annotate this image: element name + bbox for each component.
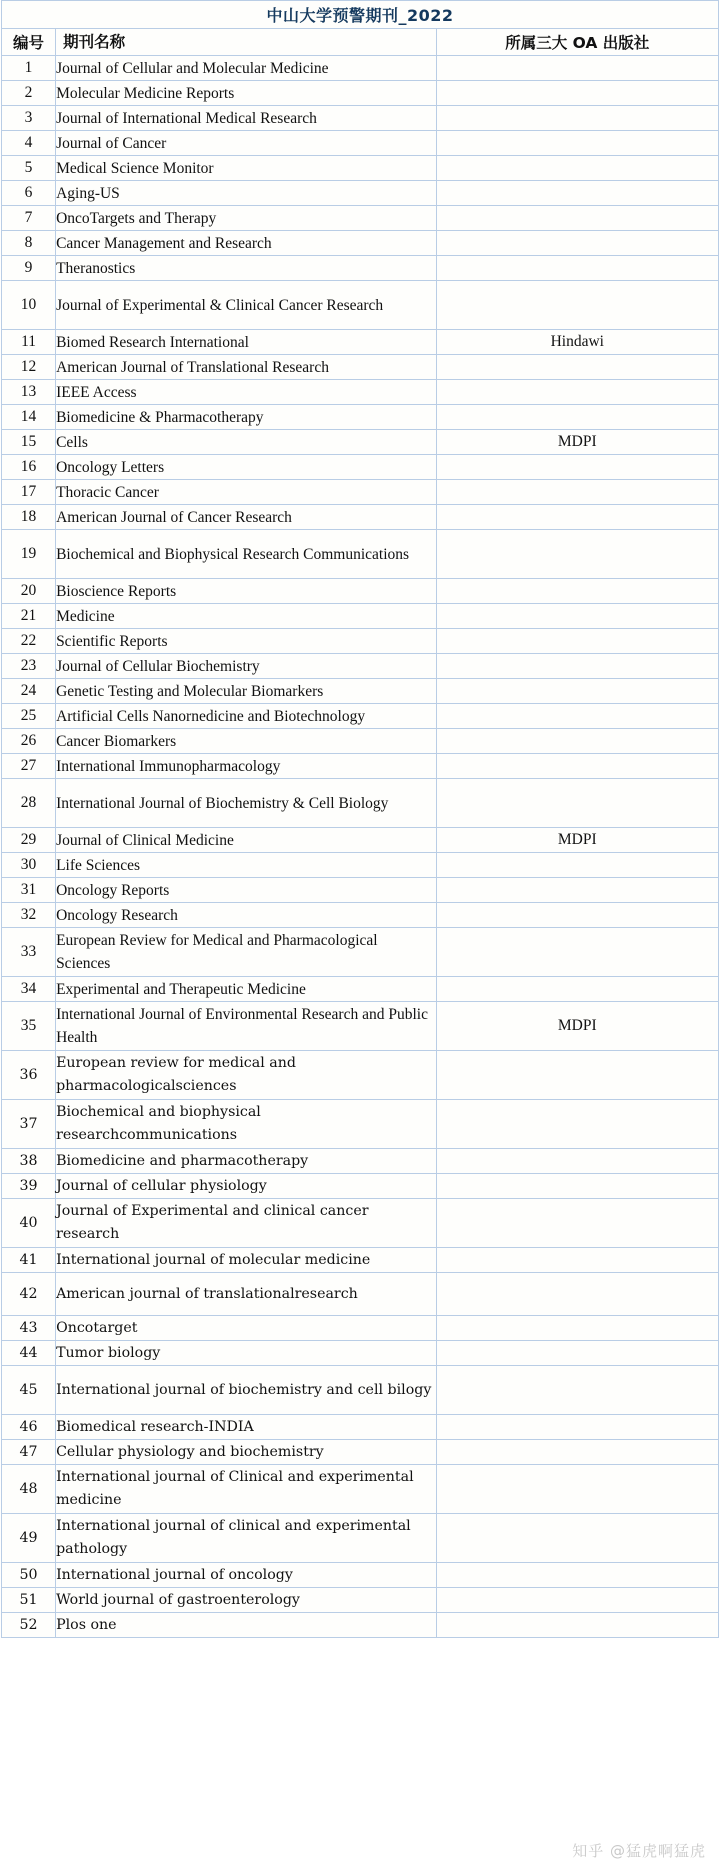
cell-journal-name: European review for medical and pharmacologicalsciences <box>56 1051 437 1100</box>
cell-oa-publisher <box>436 604 718 629</box>
warning-journal-table <box>1 0 719 1638</box>
column-header-name: 期刊名称 <box>56 29 437 56</box>
table-row <box>2 704 719 729</box>
cell-journal-name: IEEE Access <box>56 380 437 405</box>
cell-row-number: 1 <box>2 56 56 81</box>
cell-row-number: 29 <box>2 828 56 853</box>
cell-oa-publisher <box>436 380 718 405</box>
cell-oa-publisher <box>436 1051 718 1100</box>
table-title-row <box>2 1 719 29</box>
cell-row-number: 28 <box>2 779 56 828</box>
cell-oa-publisher <box>436 1199 718 1248</box>
cell-row-number: 44 <box>2 1341 56 1366</box>
cell-row-number: 50 <box>2 1563 56 1588</box>
cell-oa-publisher <box>436 977 718 1002</box>
page-title: 中山大学预警期刊_2022 <box>2 1 719 29</box>
cell-row-number: 42 <box>2 1273 56 1316</box>
cell-journal-name: Artificial Cells Nanornedicine and Biotechnology <box>56 704 437 729</box>
cell-oa-publisher <box>436 1465 718 1514</box>
cell-row-number: 35 <box>2 1002 56 1051</box>
cell-row-number: 17 <box>2 480 56 505</box>
cell-row-number: 52 <box>2 1613 56 1638</box>
table-row <box>2 654 719 679</box>
cell-journal-name: Medicine <box>56 604 437 629</box>
cell-journal-name: Biomedicine & Pharmacotherapy <box>56 405 437 430</box>
cell-oa-publisher <box>436 704 718 729</box>
cell-row-number: 11 <box>2 330 56 355</box>
cell-journal-name: Journal of Experimental & Clinical Cancer Research <box>56 281 437 330</box>
cell-oa-publisher <box>436 878 718 903</box>
table-row <box>2 1199 719 1248</box>
table-row <box>2 256 719 281</box>
table-row <box>2 928 719 977</box>
cell-row-number: 36 <box>2 1051 56 1100</box>
cell-row-number: 21 <box>2 604 56 629</box>
table-row <box>2 455 719 480</box>
table-row <box>2 828 719 853</box>
cell-oa-publisher <box>436 1316 718 1341</box>
cell-row-number: 51 <box>2 1588 56 1613</box>
cell-row-number: 13 <box>2 380 56 405</box>
table-row <box>2 131 719 156</box>
table-row <box>2 106 719 131</box>
cell-row-number: 10 <box>2 281 56 330</box>
table-row <box>2 977 719 1002</box>
cell-oa-publisher <box>436 654 718 679</box>
cell-oa-publisher <box>436 530 718 579</box>
cell-row-number: 4 <box>2 131 56 156</box>
cell-oa-publisher <box>436 579 718 604</box>
table-row <box>2 1100 719 1149</box>
cell-row-number: 7 <box>2 206 56 231</box>
cell-journal-name: Journal of Experimental and clinical cancer research <box>56 1199 437 1248</box>
cell-row-number: 48 <box>2 1465 56 1514</box>
cell-oa-publisher <box>436 505 718 530</box>
cell-row-number: 46 <box>2 1415 56 1440</box>
cell-oa-publisher <box>436 281 718 330</box>
cell-row-number: 32 <box>2 903 56 928</box>
cell-row-number: 30 <box>2 853 56 878</box>
cell-row-number: 22 <box>2 629 56 654</box>
cell-journal-name: International journal of oncology <box>56 1563 437 1588</box>
cell-row-number: 39 <box>2 1174 56 1199</box>
cell-row-number: 19 <box>2 530 56 579</box>
cell-journal-name: Journal of Cancer <box>56 131 437 156</box>
table-header-row <box>2 29 719 56</box>
table-row <box>2 579 719 604</box>
cell-oa-publisher <box>436 1174 718 1199</box>
cell-row-number: 34 <box>2 977 56 1002</box>
cell-journal-name: Journal of cellular physiology <box>56 1174 437 1199</box>
cell-oa-publisher <box>436 1273 718 1316</box>
table-row <box>2 231 719 256</box>
cell-oa-publisher <box>436 928 718 977</box>
table-row <box>2 604 719 629</box>
cell-oa-publisher <box>436 729 718 754</box>
cell-row-number: 31 <box>2 878 56 903</box>
cell-row-number: 26 <box>2 729 56 754</box>
cell-journal-name: International journal of molecular medicine <box>56 1248 437 1273</box>
table-row <box>2 281 719 330</box>
cell-row-number: 27 <box>2 754 56 779</box>
table-row <box>2 1465 719 1514</box>
cell-journal-name: American Journal of Cancer Research <box>56 505 437 530</box>
table-row <box>2 480 719 505</box>
cell-oa-publisher <box>436 1415 718 1440</box>
table-row <box>2 729 719 754</box>
cell-journal-name: Biomedicine and pharmacotherapy <box>56 1149 437 1174</box>
cell-journal-name: European Review for Medical and Pharmacological Sciences <box>56 928 437 977</box>
table-row <box>2 754 719 779</box>
table-body <box>2 1 719 1638</box>
cell-journal-name: Journal of Cellular and Molecular Medicine <box>56 56 437 81</box>
cell-journal-name: Plos one <box>56 1613 437 1638</box>
cell-oa-publisher: MDPI <box>436 1002 718 1051</box>
cell-oa-publisher <box>436 1341 718 1366</box>
cell-journal-name: Journal of International Medical Research <box>56 106 437 131</box>
cell-journal-name: American journal of translationalresearch <box>56 1273 437 1316</box>
table-row <box>2 355 719 380</box>
table-row <box>2 206 719 231</box>
cell-journal-name: International journal of clinical and experimental pathology <box>56 1514 437 1563</box>
cell-oa-publisher <box>436 131 718 156</box>
cell-journal-name: Medical Science Monitor <box>56 156 437 181</box>
cell-oa-publisher <box>436 206 718 231</box>
cell-journal-name: International journal of Clinical and experimental medicine <box>56 1465 437 1514</box>
table-row <box>2 181 719 206</box>
column-header-no: 编号 <box>2 29 56 56</box>
cell-row-number: 23 <box>2 654 56 679</box>
cell-row-number: 25 <box>2 704 56 729</box>
cell-row-number: 16 <box>2 455 56 480</box>
cell-row-number: 41 <box>2 1248 56 1273</box>
cell-oa-publisher <box>436 754 718 779</box>
cell-oa-publisher <box>436 629 718 654</box>
cell-oa-publisher <box>436 231 718 256</box>
cell-journal-name: Thoracic Cancer <box>56 480 437 505</box>
cell-row-number: 20 <box>2 579 56 604</box>
cell-row-number: 43 <box>2 1316 56 1341</box>
cell-journal-name: Bioscience Reports <box>56 579 437 604</box>
cell-oa-publisher <box>436 779 718 828</box>
cell-journal-name: Biochemical and biophysical researchcommunications <box>56 1100 437 1149</box>
cell-journal-name: Biomedical research-INDIA <box>56 1415 437 1440</box>
column-header-publisher: 所属三大 OA 出版社 <box>436 29 718 56</box>
cell-journal-name: Scientific Reports <box>56 629 437 654</box>
cell-journal-name: International Immunopharmacology <box>56 754 437 779</box>
cell-row-number: 12 <box>2 355 56 380</box>
table-row <box>2 1366 719 1415</box>
cell-journal-name: Experimental and Therapeutic Medicine <box>56 977 437 1002</box>
cell-journal-name: Genetic Testing and Molecular Biomarkers <box>56 679 437 704</box>
cell-oa-publisher <box>436 81 718 106</box>
table-row <box>2 1174 719 1199</box>
cell-oa-publisher <box>436 405 718 430</box>
cell-oa-publisher: MDPI <box>436 828 718 853</box>
table-row <box>2 56 719 81</box>
cell-row-number: 3 <box>2 106 56 131</box>
cell-journal-name: International journal of biochemistry and cell bilogy <box>56 1366 437 1415</box>
cell-journal-name: Biomed Research International <box>56 330 437 355</box>
table-row <box>2 1273 719 1316</box>
cell-row-number: 37 <box>2 1100 56 1149</box>
table-row <box>2 1514 719 1563</box>
table-row <box>2 1051 719 1100</box>
cell-oa-publisher: MDPI <box>436 430 718 455</box>
table-row <box>2 1248 719 1273</box>
table-row <box>2 1316 719 1341</box>
cell-oa-publisher <box>436 679 718 704</box>
cell-journal-name: International Journal of Biochemistry & Cell Biology <box>56 779 437 828</box>
table-row <box>2 1613 719 1638</box>
table-row <box>2 779 719 828</box>
cell-row-number: 18 <box>2 505 56 530</box>
table-row <box>2 1002 719 1051</box>
cell-journal-name: World journal of gastroenterology <box>56 1588 437 1613</box>
cell-journal-name: International Journal of Environmental Research and Public Health <box>56 1002 437 1051</box>
cell-oa-publisher: Hindawi <box>436 330 718 355</box>
cell-oa-publisher <box>436 1440 718 1465</box>
cell-journal-name: Journal of Cellular Biochemistry <box>56 654 437 679</box>
table-row <box>2 1563 719 1588</box>
cell-oa-publisher <box>436 56 718 81</box>
cell-oa-publisher <box>436 1248 718 1273</box>
table-row <box>2 530 719 579</box>
cell-oa-publisher <box>436 106 718 131</box>
cell-journal-name: Theranostics <box>56 256 437 281</box>
cell-journal-name: Cellular physiology and biochemistry <box>56 1440 437 1465</box>
cell-row-number: 49 <box>2 1514 56 1563</box>
table-row <box>2 330 719 355</box>
cell-row-number: 40 <box>2 1199 56 1248</box>
cell-row-number: 33 <box>2 928 56 977</box>
cell-oa-publisher <box>436 355 718 380</box>
cell-journal-name: Tumor biology <box>56 1341 437 1366</box>
table-row <box>2 679 719 704</box>
cell-row-number: 9 <box>2 256 56 281</box>
cell-journal-name: OncoTargets and Therapy <box>56 206 437 231</box>
cell-oa-publisher <box>436 480 718 505</box>
cell-journal-name: Oncotarget <box>56 1316 437 1341</box>
cell-journal-name: American Journal of Translational Research <box>56 355 437 380</box>
cell-journal-name: Journal of Clinical Medicine <box>56 828 437 853</box>
cell-oa-publisher <box>436 156 718 181</box>
cell-oa-publisher <box>436 1613 718 1638</box>
table-row <box>2 430 719 455</box>
cell-journal-name: Oncology Reports <box>56 878 437 903</box>
table-row <box>2 903 719 928</box>
cell-row-number: 38 <box>2 1149 56 1174</box>
cell-journal-name: Biochemical and Biophysical Research Communications <box>56 530 437 579</box>
cell-oa-publisher <box>436 1366 718 1415</box>
cell-oa-publisher <box>436 1563 718 1588</box>
table-row <box>2 81 719 106</box>
cell-row-number: 15 <box>2 430 56 455</box>
table-row <box>2 878 719 903</box>
cell-journal-name: Oncology Letters <box>56 455 437 480</box>
table-row <box>2 1415 719 1440</box>
table-row <box>2 405 719 430</box>
cell-oa-publisher <box>436 455 718 480</box>
table-row <box>2 853 719 878</box>
cell-oa-publisher <box>436 181 718 206</box>
cell-oa-publisher <box>436 1588 718 1613</box>
cell-oa-publisher <box>436 1149 718 1174</box>
table-row <box>2 1440 719 1465</box>
cell-journal-name: Aging-US <box>56 181 437 206</box>
cell-journal-name: Cells <box>56 430 437 455</box>
cell-journal-name: Cancer Biomarkers <box>56 729 437 754</box>
cell-oa-publisher <box>436 853 718 878</box>
cell-row-number: 6 <box>2 181 56 206</box>
watermark: 知乎 @猛虎啊猛虎 <box>572 1842 706 1860</box>
cell-row-number: 24 <box>2 679 56 704</box>
cell-journal-name: Molecular Medicine Reports <box>56 81 437 106</box>
cell-oa-publisher <box>436 903 718 928</box>
table-row <box>2 1149 719 1174</box>
table-row <box>2 156 719 181</box>
table-row <box>2 1341 719 1366</box>
table-row <box>2 1588 719 1613</box>
cell-row-number: 8 <box>2 231 56 256</box>
cell-journal-name: Oncology Research <box>56 903 437 928</box>
cell-oa-publisher <box>436 1514 718 1563</box>
cell-journal-name: Life Sciences <box>56 853 437 878</box>
cell-row-number: 47 <box>2 1440 56 1465</box>
cell-journal-name: Cancer Management and Research <box>56 231 437 256</box>
table-row <box>2 380 719 405</box>
table-row <box>2 505 719 530</box>
cell-oa-publisher <box>436 256 718 281</box>
cell-row-number: 45 <box>2 1366 56 1415</box>
cell-row-number: 14 <box>2 405 56 430</box>
cell-row-number: 2 <box>2 81 56 106</box>
table-row <box>2 629 719 654</box>
cell-oa-publisher <box>436 1100 718 1149</box>
cell-row-number: 5 <box>2 156 56 181</box>
